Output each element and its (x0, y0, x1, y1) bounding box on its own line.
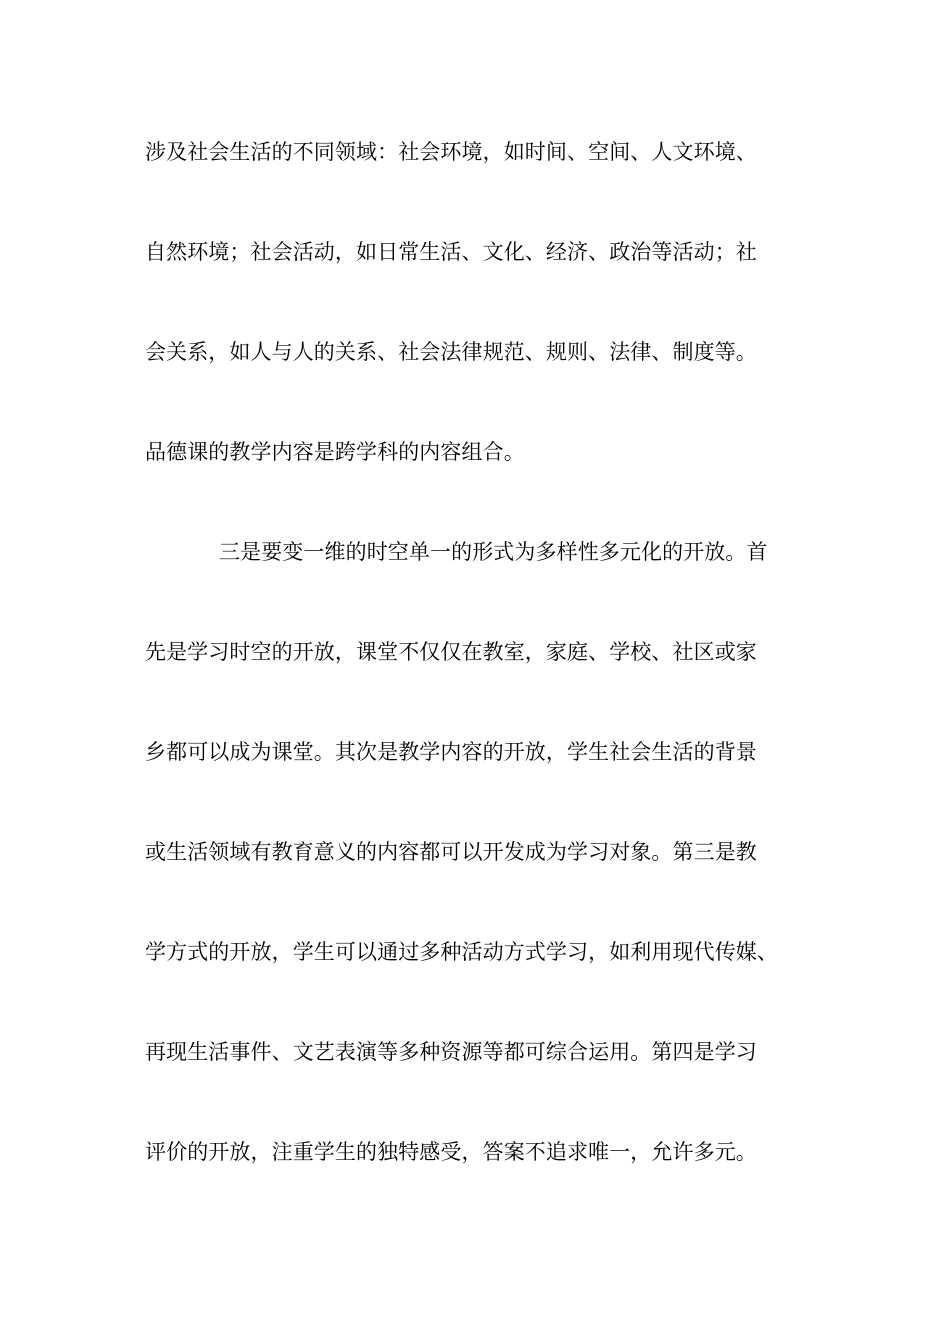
text-line: 或生活领域有教育意义的内容都可以开发成为学习对象。第三是教 (145, 840, 757, 864)
text-line: 先是学习时空的开放，课堂不仅仅在教室，家庭、学校、社区或家 (145, 640, 757, 664)
paragraph-first-line: 三是要变一维的时空单一的形式为多样性多元化的开放。首 (219, 540, 768, 564)
text-line: 再现生活事件、文艺表演等多种资源等都可综合运用。第四是学习 (145, 1040, 757, 1064)
text-line: 学方式的开放，学生可以通过多种活动方式学习，如利用现代传媒、 (145, 940, 778, 964)
text-line: 自然环境；社会活动，如日常生活、文化、经济、政治等活动；社 (145, 240, 757, 264)
body-text (145, 128, 835, 1228)
text-line: 会关系，如人与人的关系、社会法律规范、规则、法律、制度等。 (145, 340, 757, 364)
text-line: 涉及社会生活的不同领域：社会环境，如时间、空间、人文环境、 (145, 140, 757, 164)
text-line: 乡都可以成为课堂。其次是教学内容的开放，学生社会生活的背景 (145, 740, 757, 764)
text-line: 评价的开放，注重学生的独特感受，答案不追求唯一，允许多元。 (145, 1140, 757, 1164)
text-line: 品德课的教学内容是跨学科的内容组合。 (145, 440, 525, 464)
